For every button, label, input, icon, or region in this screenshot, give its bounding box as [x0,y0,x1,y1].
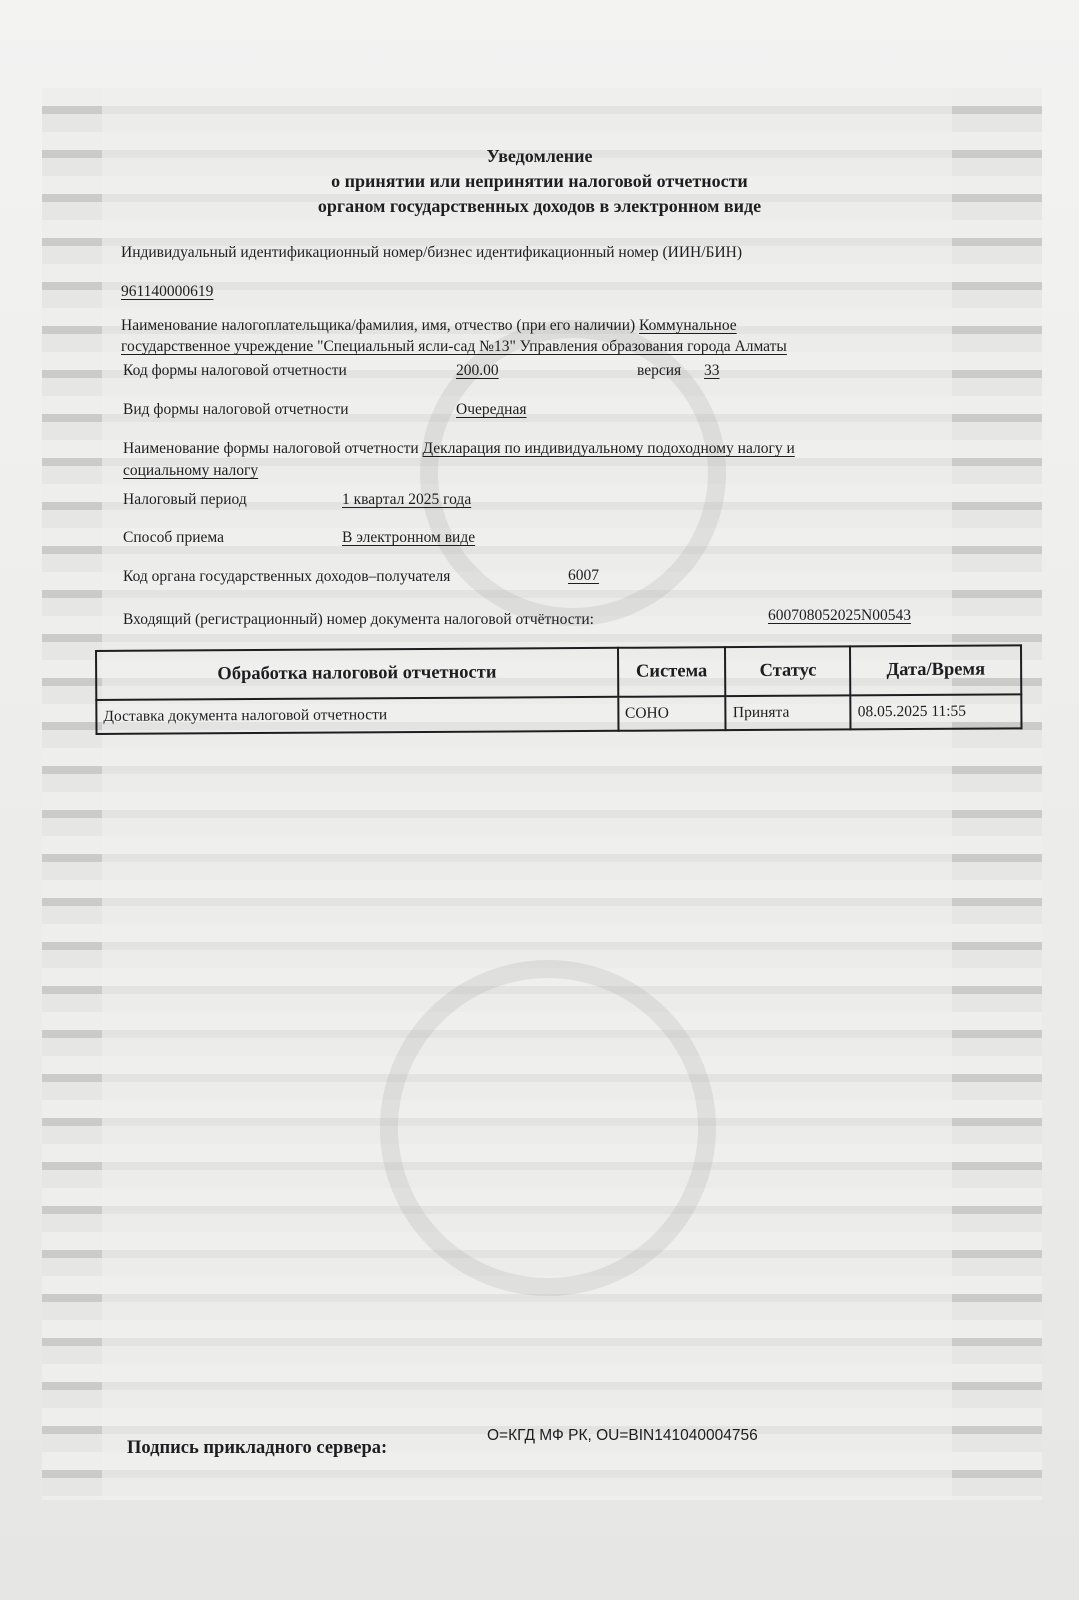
form-type-value: Очередная [456,401,527,418]
watermark-seal-bottom [380,960,716,1296]
iin-label: Индивидуальный идентификационный номер/бизнес идентификационный номер (ИИН/БИН) [121,244,742,261]
form-name-value-line-1: Декларация по индивидуальному подоходному налогу и [422,440,795,457]
form-version-value: 33 [704,362,720,379]
tax-period-label: Налоговый период [123,491,247,508]
signature-label: Подпись прикладного сервера: [127,1438,388,1458]
taxpayer-line-1 [121,317,737,335]
acceptance-method-label: Способ приема [123,529,224,546]
form-name-line-1 [123,440,795,458]
incoming-number-value: 600708052025N00543 [768,607,911,624]
form-name-value-line-2: социальному налогу [123,462,259,479]
cell-system: СОНО [618,696,726,731]
header-status: Статус [725,646,850,696]
header-datetime: Дата/Время [850,645,1021,695]
iin-value: 961140000619 [121,283,214,300]
document-title-line-2: о принятии или непринятии налоговой отчетности [331,171,748,191]
cell-processing: Доставка документа налоговой отчетности [96,697,618,734]
document-title-line-3: органом государственных доходов в электронном виде [317,196,762,216]
taxpayer-label: Наименование налогоплательщика/фамилия, имя, отчество (при его наличии) [121,317,636,334]
signature-value: O=КГД МФ РК, OU=BIN141040004756 [487,1427,758,1444]
form-type-label: Вид формы налоговой отчетности [123,401,349,418]
cell-status: Принята [726,695,851,730]
document-title-line-1: Уведомление [486,146,593,166]
taxpayer-value-line-1: Коммунальное [639,317,737,334]
form-code-value: 200.00 [456,362,499,379]
table-row [96,694,1021,734]
incoming-number-label: Входящий (регистрационный) номер документа налоговой отчётности: [123,611,594,628]
authority-code-value: 6007 [568,567,599,584]
taxpayer-value-line-2: государственное учреждение "Специальный ясли-сад №13" Управления образования города Алматы [121,338,787,355]
header-processing: Обработка налоговой отчетности [96,648,618,700]
cell-datetime: 08.05.2025 11:55 [851,694,1022,729]
authority-code-label: Код органа государственных доходов–получателя [123,568,451,585]
form-name-label: Наименование формы налоговой отчетности [123,440,419,457]
form-version-label: версия [637,362,682,379]
table-header-row [96,645,1021,700]
form-code-label: Код формы налоговой отчетности [123,362,347,379]
acceptance-method-value: В электронном виде [342,529,476,546]
header-system: Система [618,647,726,697]
processing-table [95,644,1023,735]
tax-period-value: 1 квартал 2025 года [342,491,472,508]
